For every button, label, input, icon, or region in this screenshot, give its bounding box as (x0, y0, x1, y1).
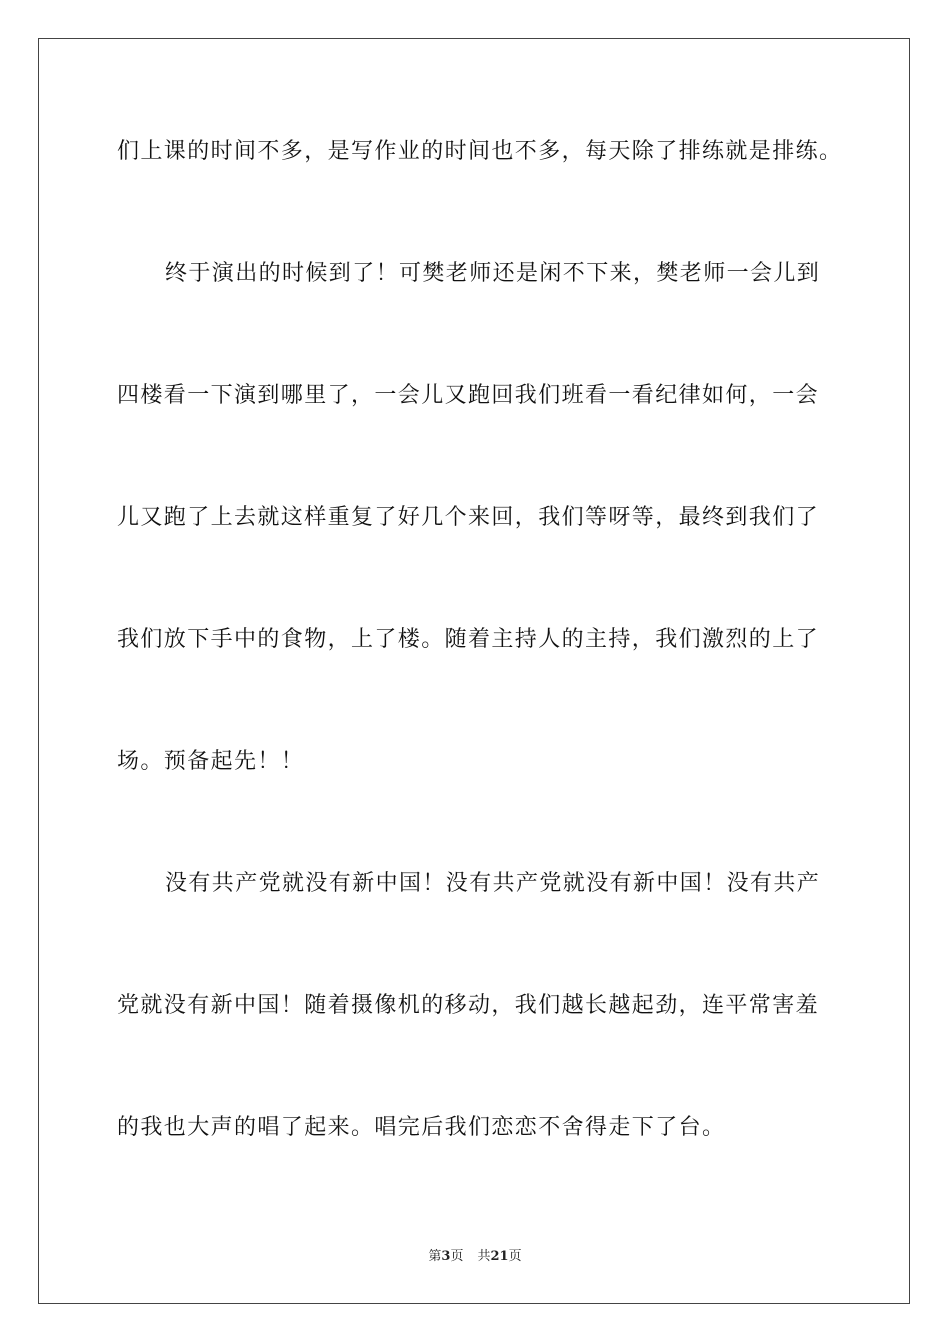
text-line-9: 的我也大声的唱了起来。唱完后我们恋恋不舍得走下了台。 (117, 1115, 726, 1140)
text-line-1: 们上课的时间不多，是写作业的时间也不多，每天除了排练就是排练。 (117, 139, 843, 164)
text-line-4: 儿又跑了上去就这样重复了好几个来回，我们等呀等，最终到我们了 (117, 505, 820, 530)
text-line-3: 四楼看一下演到哪里了，一会儿又跑回我们班看一看纪律如何，一会 (117, 383, 820, 408)
total-label-prefix: 共 (477, 1249, 491, 1264)
current-page-number: 3 (441, 1249, 451, 1264)
paragraph-start-line: 没有共产党就没有新中国！没有共产党就没有新中国！没有共产 (165, 871, 821, 896)
paragraph-start-line: 终于演出的时候到了！可樊老师还是闲不下来，樊老师一会儿到 (165, 261, 821, 286)
page-footer (0, 1248, 950, 1266)
text-line-5: 我们放下手中的食物，上了楼。随着主持人的主持，我们激烈的上了 (117, 627, 820, 652)
page-label-suffix: 页 (450, 1249, 464, 1264)
total-pages-number: 21 (490, 1249, 509, 1264)
text-line-8: 党就没有新中国！随着摄像机的移动，我们越长越起劲，连平常害羞 (117, 993, 820, 1018)
total-label-suffix: 页 (508, 1249, 522, 1264)
text-line-6: 场。预备起先！！ (117, 749, 305, 774)
page-label-prefix: 第 (428, 1249, 442, 1264)
